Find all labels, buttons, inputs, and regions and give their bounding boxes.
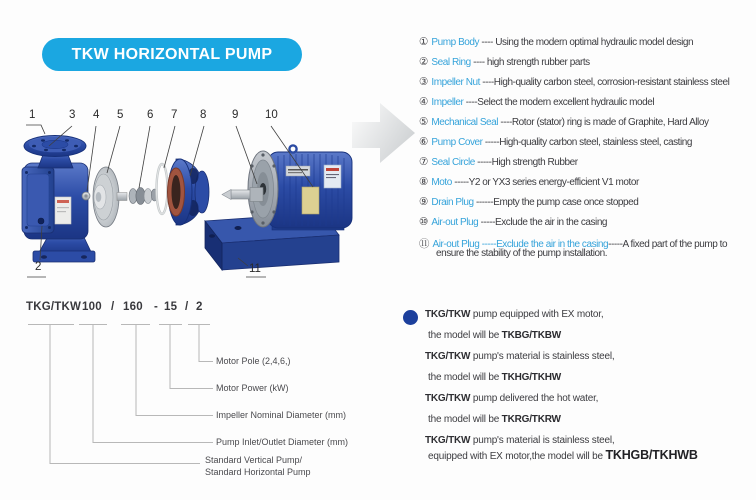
callout-number: 2 bbox=[35, 261, 42, 273]
model-token: TKG/TKW bbox=[26, 301, 82, 313]
part-number-badge: ② bbox=[419, 56, 429, 68]
model-token: 15 bbox=[164, 301, 178, 313]
part-description: -----A fixed part of the pump to bbox=[608, 239, 728, 250]
note-line: TKG/TKW pump's material is stainless steel, bbox=[425, 435, 615, 446]
part-description: Exclude the air in the casing bbox=[495, 217, 608, 228]
part-list-item: ② Seal Ring ---- high strength rubber parts bbox=[419, 56, 590, 68]
note-line: equipped with EX motor,the model will be TKHGB/TKHWB bbox=[428, 448, 698, 462]
part-name: Pump Cover bbox=[431, 137, 483, 148]
motor-shaft-illustration bbox=[222, 188, 263, 202]
part-description: High-quality carbon steel, stainless steel, casting bbox=[499, 137, 692, 148]
model-label-impeller-diam: Impeller Nominal Diameter (mm) bbox=[216, 410, 347, 420]
callout-number: 11 bbox=[249, 263, 261, 275]
callout-number: 6 bbox=[147, 109, 154, 121]
part-list-item: ① Pump Body ---- Using the modern optimal hydraulic model design bbox=[419, 36, 694, 48]
note-line: the model will be TKRG/TKRW bbox=[428, 414, 561, 425]
part-list-item: ⑩ Air-out Plug -----Exclude the air in the casing bbox=[419, 216, 608, 228]
part-name: Seal Ring bbox=[431, 57, 471, 68]
part-name: Impeller Nut bbox=[431, 77, 480, 88]
part-list-item: ⑨ Drain Plug ------Empty the pump case once stopped bbox=[419, 196, 639, 208]
part-description: Y2 or YX3 series energy-efficient V1 motor bbox=[468, 177, 639, 188]
model-label-pump-type-1: Standard Vertical Pump/ bbox=[205, 455, 303, 465]
model-label-inlet-outlet: Pump Inlet/Outlet Diameter (mm) bbox=[216, 437, 349, 447]
model-label-motor-power: Motor Power (kW) bbox=[216, 383, 289, 393]
part-list-item: ⑪ Air-out Plug -----Exclude the air in the casing-----A fixed part of the pump to bbox=[419, 238, 728, 250]
model-label-motor-pole: Motor Pole (2,4,6,) bbox=[216, 356, 291, 366]
callout-number: 1 bbox=[29, 109, 36, 121]
model-token: 100 bbox=[82, 301, 102, 313]
part-name: Moto bbox=[431, 177, 452, 188]
model-token: / bbox=[111, 301, 115, 313]
callout-number: 5 bbox=[117, 109, 124, 121]
part-description-wrap: ensure the stability of the pump installation. bbox=[436, 248, 608, 259]
callout-number: 7 bbox=[171, 109, 178, 121]
title-banner bbox=[42, 38, 302, 71]
pump-exploded-diagram bbox=[0, 88, 430, 298]
seal-circle-illustration bbox=[157, 164, 168, 214]
part-name: Drain Plug bbox=[431, 197, 474, 208]
part-description: Empty the pump case once stopped bbox=[493, 197, 639, 208]
model-token: 160 bbox=[123, 301, 143, 313]
part-number-badge: ⑧ bbox=[419, 176, 429, 188]
part-number-badge: ③ bbox=[419, 76, 429, 88]
part-number-badge: ① bbox=[419, 36, 429, 48]
pump-cover-illustration bbox=[168, 159, 210, 225]
part-name: Pump Body bbox=[431, 37, 480, 48]
part-list-item: ③ Impeller Nut ----High-quality carbon steel, corrosion-resistant stainless steel bbox=[419, 76, 730, 88]
part-description: high strength rubber parts bbox=[486, 57, 590, 68]
model-token: - bbox=[154, 301, 159, 313]
part-description: Using the modern optimal hydraulic model design bbox=[495, 37, 694, 48]
note-line: TKG/TKW pump equipped with EX motor, bbox=[425, 309, 604, 320]
part-description: Rotor (stator) ring is made of Graphite, Hard Alloy bbox=[511, 117, 709, 128]
note-line: TKG/TKW pump delivered the hot water, bbox=[425, 393, 599, 404]
part-name: Seal Circle bbox=[431, 157, 475, 168]
part-list-item: ⑦ Seal Circle -----High strength Rubber bbox=[419, 156, 578, 168]
note-line: the model will be TKBG/TKBW bbox=[428, 330, 561, 341]
page-title: TKW HORIZONTAL PUMP bbox=[71, 45, 273, 63]
mechanical-seal-illustration bbox=[129, 188, 158, 205]
model-name: TKRG/TKRW bbox=[501, 414, 561, 425]
motor-illustration bbox=[248, 145, 352, 230]
part-list-item: ⑧ Moto -----Y2 or YX3 series energy-efficient V1 motor bbox=[419, 176, 639, 188]
part-description: High-quality carbon steel, corrosion-resistant stainless steel bbox=[493, 77, 730, 88]
model-token: 2 bbox=[196, 301, 203, 313]
part-number-badge: ⑪ bbox=[419, 238, 430, 250]
part-name: Impeller bbox=[431, 97, 464, 108]
note-line: the model will be TKHG/TKHW bbox=[428, 372, 561, 383]
part-number-badge: ④ bbox=[419, 96, 429, 108]
part-list-item: ④ Impeller ----Select the modern excellent hydraulic model bbox=[419, 96, 655, 108]
callout-number: 8 bbox=[200, 109, 207, 121]
part-description: High strength Rubber bbox=[491, 157, 578, 168]
part-number-badge: ⑦ bbox=[419, 156, 429, 168]
part-list-item: ⑤ Mechanical Seal ----Rotor (stator) ring is made of Graphite, Hard Alloy bbox=[419, 116, 709, 128]
parts-list bbox=[419, 36, 756, 266]
note-bullet-icon bbox=[403, 310, 418, 325]
part-description: Select the modern excellent hydraulic model bbox=[477, 97, 655, 108]
part-name: Mechanical Seal bbox=[431, 117, 499, 128]
part-list-item: ⑥ Pump Cover -----High-quality carbon steel, stainless steel, casting bbox=[419, 136, 692, 148]
callout-number: 3 bbox=[69, 109, 76, 121]
impeller-nut-illustration bbox=[82, 192, 90, 200]
model-name: TKBG/TKBW bbox=[501, 330, 561, 341]
callout-number: 9 bbox=[232, 109, 239, 121]
model-name: TKHG/TKHW bbox=[501, 372, 561, 383]
part-number-badge: ⑤ bbox=[419, 116, 429, 128]
part-name: Air-out Plug bbox=[431, 217, 479, 228]
part-name: Air-out Plug bbox=[432, 239, 480, 250]
callout-number: 10 bbox=[265, 109, 278, 121]
part-number-badge: ⑨ bbox=[419, 196, 429, 208]
impeller-illustration bbox=[93, 167, 127, 227]
model-name: TKHGB/TKHWB bbox=[605, 448, 698, 462]
right-arrow-icon bbox=[352, 103, 415, 163]
model-token: / bbox=[185, 301, 189, 313]
note-line: TKG/TKW pump's material is stainless steel, bbox=[425, 351, 615, 362]
callout-number: 4 bbox=[93, 109, 100, 121]
part-number-badge: ⑩ bbox=[419, 216, 429, 228]
model-label-pump-type-2: Standard Horizontal Pump bbox=[205, 467, 311, 477]
notes-section bbox=[425, 309, 755, 469]
part-number-badge: ⑥ bbox=[419, 136, 429, 148]
